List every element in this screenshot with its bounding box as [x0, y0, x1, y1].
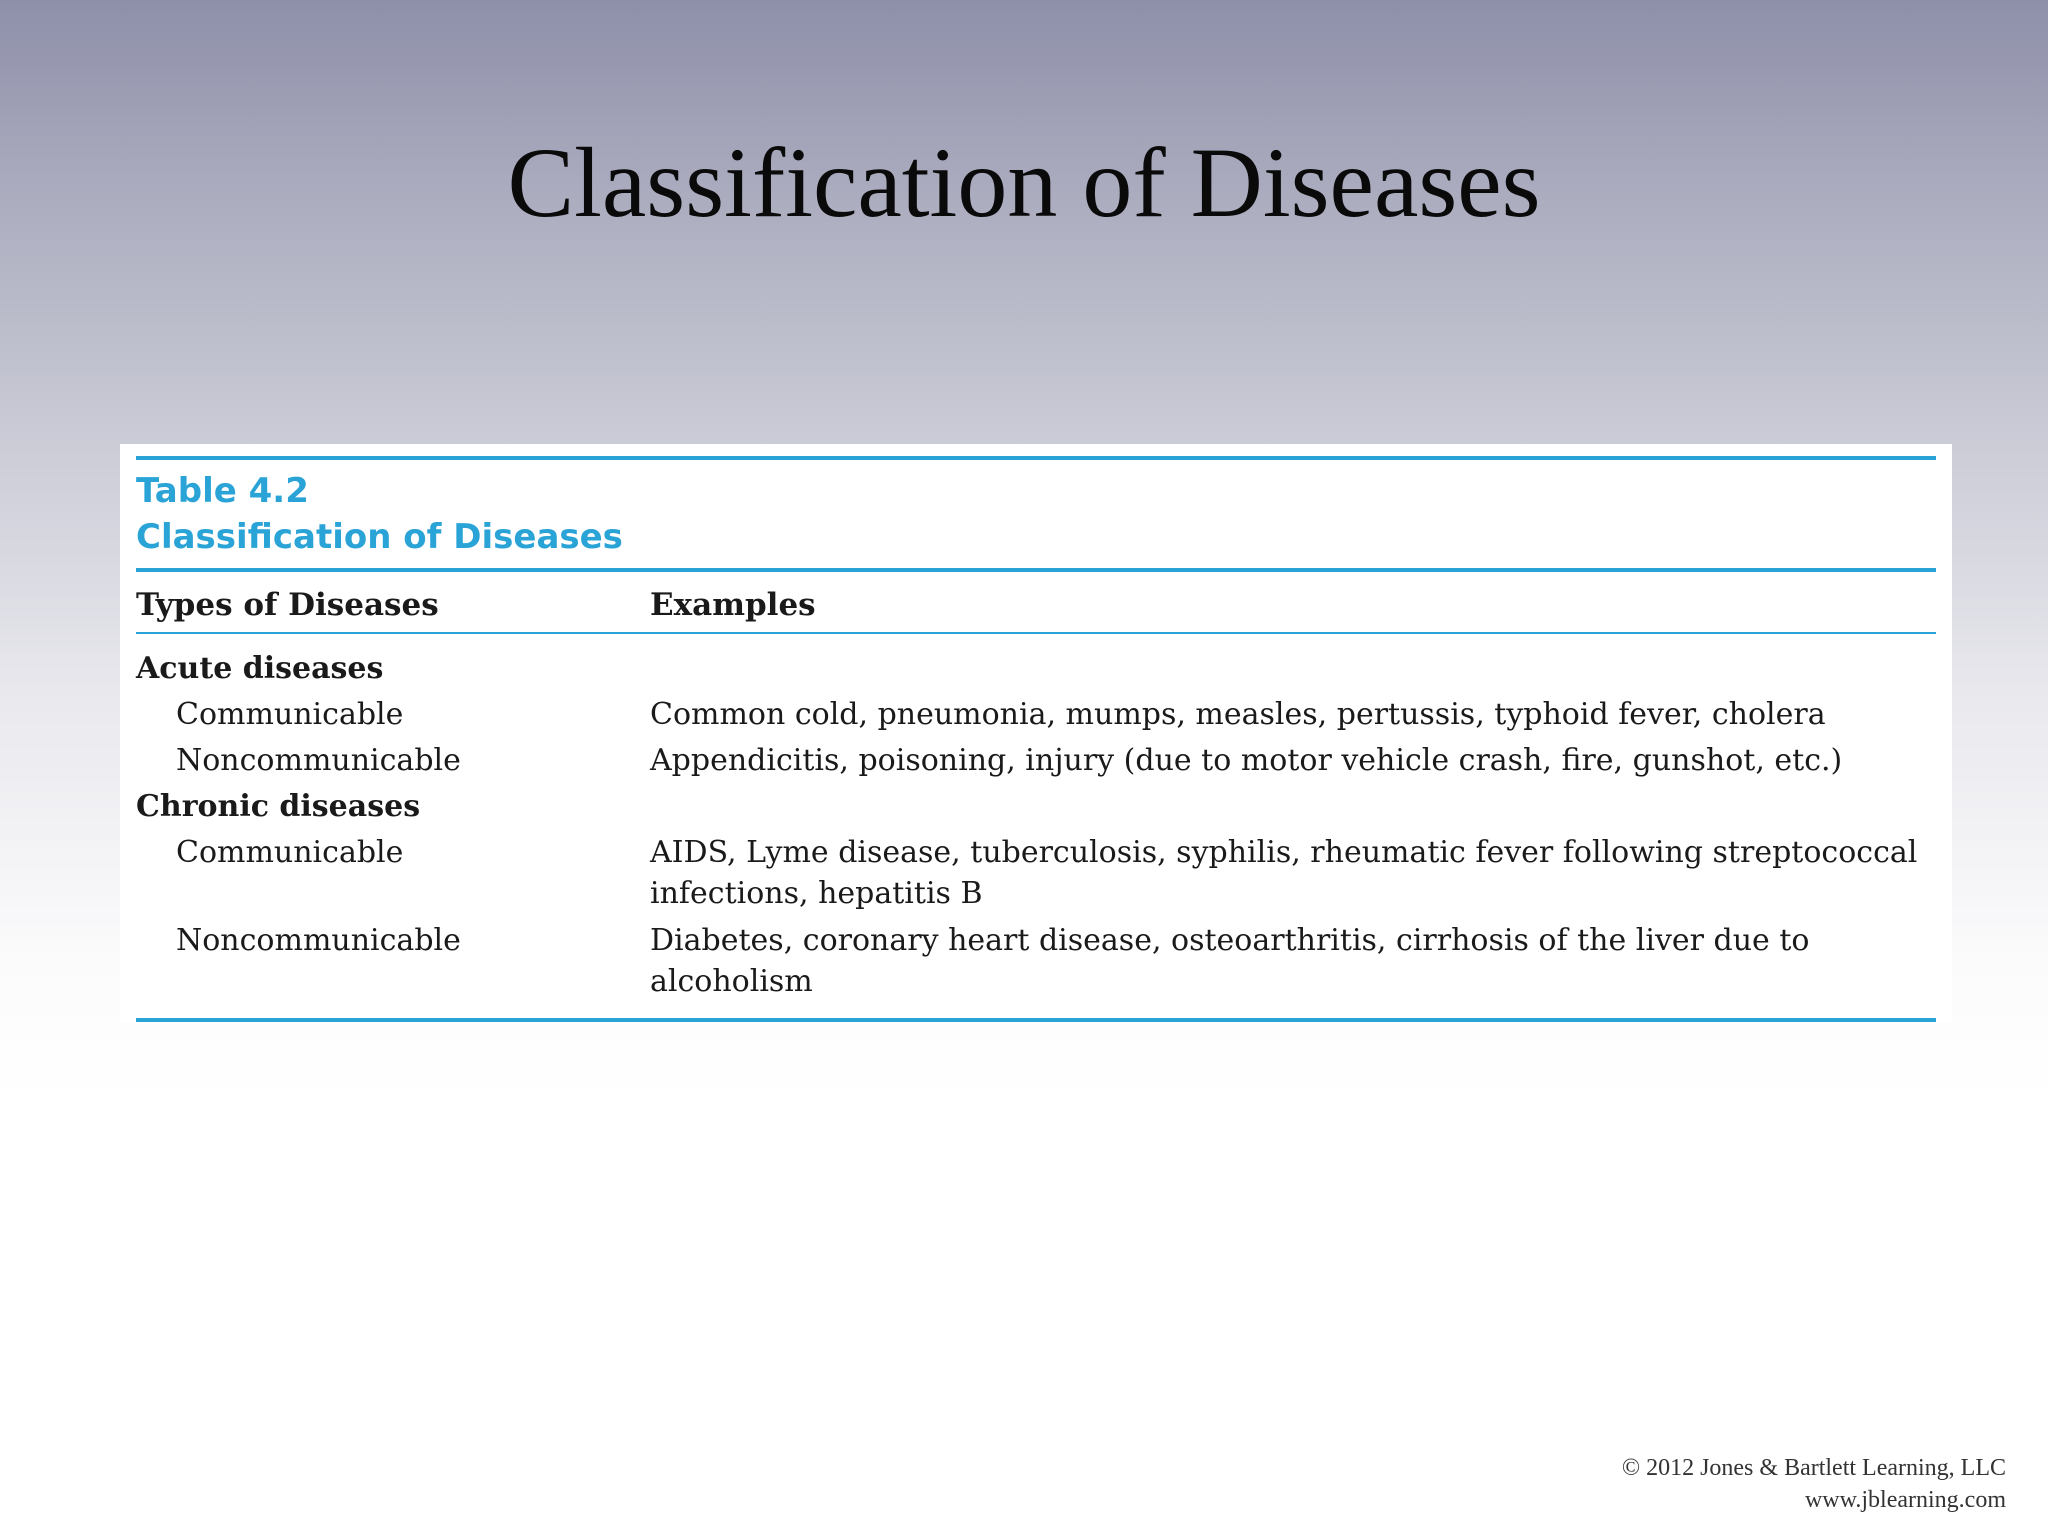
- copyright-notice: © 2012 Jones & Bartlett Learning, LLC: [1621, 1455, 2006, 1481]
- examples-cell: Common cold, pneumonia, mumps, measles, pertussis, typhoid fever, cholera: [650, 697, 1826, 732]
- slide-title: Classification of Diseases: [507, 127, 1541, 238]
- examples-cell: Appendicitis, poisoning, injury (due to motor vehicle crash, fire, gunshot, etc.): [650, 743, 1843, 778]
- examples-cell: Diabetes, coronary heart disease, osteoarthritis, cirrhosis of the liver due to alcoholism: [650, 923, 1810, 999]
- type-cell: Communicable: [176, 697, 404, 732]
- group-heading-acute: Acute diseases: [136, 651, 384, 686]
- table-caption-rule: [136, 568, 1936, 572]
- table-top-rule: [136, 456, 1936, 460]
- table-number: Table 4.2: [136, 471, 309, 511]
- column-header-types: Types of Diseases: [136, 587, 439, 623]
- table-caption: Classification of Diseases: [136, 517, 623, 557]
- publisher-url: www.jblearning.com: [1804, 1487, 2006, 1513]
- disease-classification-table: [120, 444, 1952, 1022]
- table-bottom-rule: [136, 1018, 1936, 1022]
- table-header-rule: [136, 632, 1936, 634]
- group-heading-chronic: Chronic diseases: [136, 789, 421, 824]
- examples-cell: AIDS, Lyme disease, tuberculosis, syphilis, rheumatic fever following streptococcal infections, hepatitis B: [650, 835, 1918, 911]
- type-cell: Noncommunicable: [176, 743, 461, 778]
- type-cell: Communicable: [176, 835, 404, 870]
- column-header-examples: Examples: [650, 587, 816, 623]
- type-cell: Noncommunicable: [176, 923, 461, 958]
